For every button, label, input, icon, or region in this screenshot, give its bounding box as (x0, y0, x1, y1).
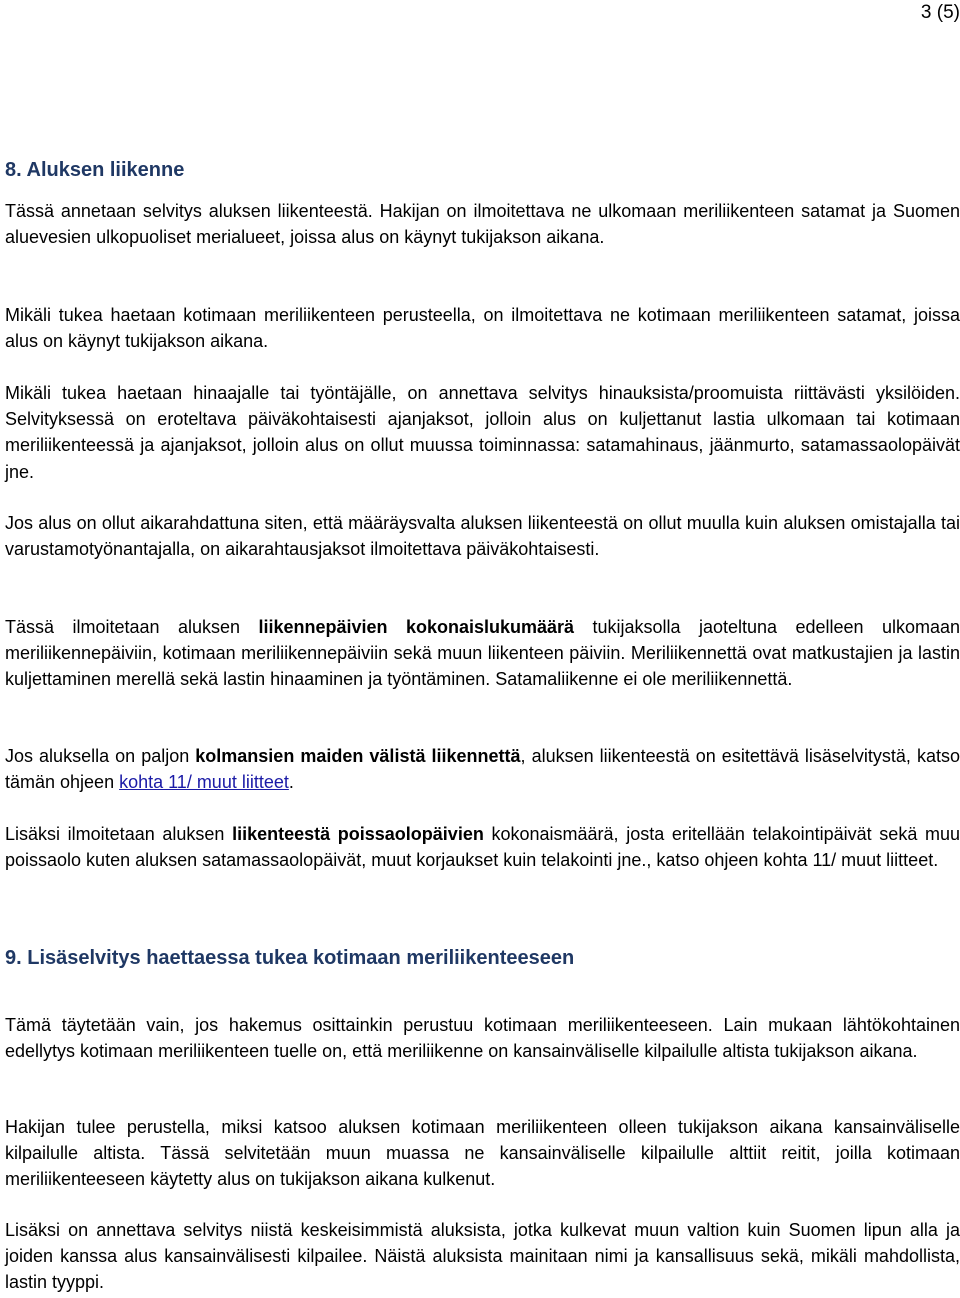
section-9-paragraph-1: Tämä täytetään vain, jos hakemus osittainkin perustuu kotimaan meriliikenteeseen. Lain mukaan lähtökohtainen edellytys kotimaan meriliikenteen tuelle on, että meriliikenne on kansainväliselle kilpailulle altista tukijakson aikana. (5, 1015, 960, 1062)
text-run: kokonaismäärä, josta eritellään telakointipäivät sekä muu poissaolo kuten aluksen satamassaolopäivät, muut korjaukset kuin telakointi jne., katso ohjeen kohta 11/ muut liitteet. (5, 824, 960, 871)
text-run: , aluksen liikenteestä on esitettävä lisäselvitystä, katso tämän ohjeen (5, 746, 960, 793)
text-run: Lisäksi ilmoitetaan aluksen (5, 824, 233, 844)
section-8-paragraph-2: Mikäli tukea haetaan kotimaan meriliikenteen perusteella, on ilmoitettava ne kotimaan meriliikenteen satamat, joissa alus on käynyt tukijakson aikana. (5, 305, 960, 352)
text-run: Jos aluksella on paljon (5, 746, 196, 766)
section-9-heading: 9. Lisäselvitys haettaessa tukea kotimaan meriliikenteeseen (5, 947, 575, 969)
section-8-paragraph-3: Mikäli tukea haetaan hinaajalle tai työntäjälle, on annettava selvitys hinauksista/proomuista riittävästi yksilöiden. Selvityksessä on eroteltava päiväkohtaisesti ajanjaksot, jolloin alus on kuljettanut lastia ulkomaan tai kotimaan meriliikenteessä ja ajanjaksot, jolloin alus on ollut muussa toiminnassa: satamahinaus, jäänmurto, satamassaolopäivät jne. (5, 383, 960, 482)
text-run: tukijaksolla jaoteltuna edelleen ulkomaan meriliikennepäiviin, kotimaan meriliikennepäiviin sekä muun liikenteen päiviin. Meriliikennettä ovat matkustajien ja lastin kuljettaminen merellä sekä lastin hinaaminen ja työntäminen. Satamaliikenne ei ole meriliikennettä. (5, 617, 960, 690)
page-number: 3 (5) (920, 2, 960, 23)
emphasis-text: liikenteestä poissaolopäivien (232, 824, 484, 844)
section-9-paragraph-2: Hakijan tulee perustella, miksi katsoo aluksen kotimaan meriliikenteen olleen tukijakson aikana kansainväliselle kilpailulle altista. Tässä selvitetään muun muassa ne kansainväliselle kilpailulle alttiit reitit, joilla kotimaan meriliikenteeseen käytetty alus on tukijakson aikana kulkenut. (5, 1117, 960, 1190)
section-8-paragraph-7 (5, 821, 960, 873)
emphasis-text: kolmansien maiden välistä liikennettä (195, 746, 521, 766)
section-8-paragraph-6 (5, 743, 960, 795)
emphasis-text: liikennepäivien kokonaislukumäärä (258, 617, 575, 637)
attachments-link[interactable]: kohta 11/ muut liitteet (119, 772, 289, 793)
section-9-paragraph-3: Lisäksi on annettava selvitys niistä keskeisimmistä aluksista, jotka kulkevat muun valtion kuin Suomen lipun alla ja joiden kanssa alus kansainvälisesti kilpailee. Näistä aluksista mainitaan nimi ja kansallisuus sekä, mikäli mahdollista, lastin tyyppi. (5, 1220, 960, 1293)
section-8-heading: 8. Aluksen liikenne (5, 159, 185, 181)
section-8-paragraph-1: Tässä annetaan selvitys aluksen liikenteestä. Hakijan on ilmoitettava ne ulkomaan meriliikenteen satamat ja Suomen aluevesien ulkopuoliset merialueet, joissa alus on käynyt tukijakson aikana. (5, 201, 960, 248)
section-8-paragraph-5 (5, 614, 960, 693)
section-8-paragraph-4: Jos alus on ollut aikarahdattuna siten, että määräysvalta aluksen liikenteestä on ollut muulla kuin aluksen omistajalla tai varustamotyönantajalla, on aikarahtausjaksot ilmoitettava päiväkohtaisesti. (5, 513, 960, 560)
text-run: . (288, 772, 294, 793)
text-run: Tässä ilmoitetaan aluksen (5, 617, 259, 637)
